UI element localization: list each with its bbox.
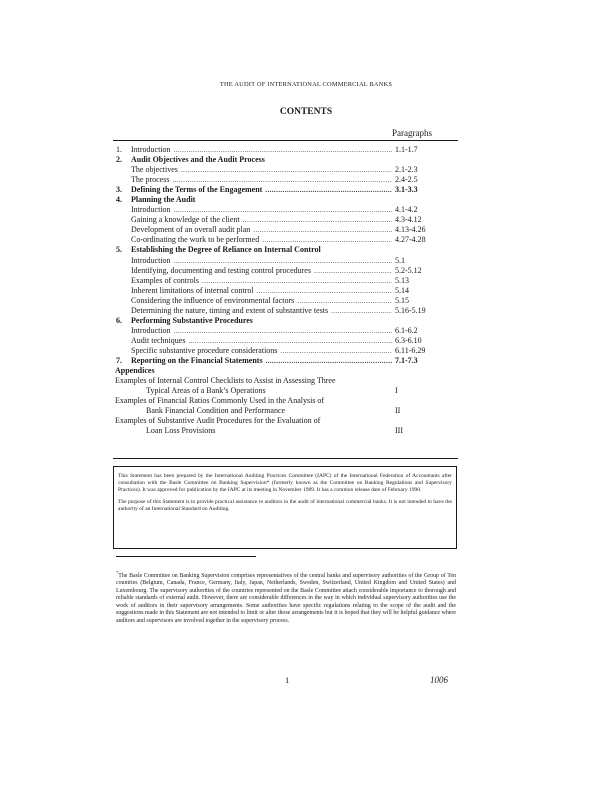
toc-entry-paragraphs: 5.16-5.19 xyxy=(395,305,426,315)
toc-entry-paragraphs: 3.1-3.3 xyxy=(395,185,418,195)
footnote-text: The Basle Committee on Banking Supervision comprises representatives of the central banks and supervisory authorities of the Group of Ten countries (Belgium, Canada, France, Germany, Italy, Japan, Netherlands, Sweden, Switzerland, United Kingdom and United States) and Luxembourg. The supervisory authorities of the countries represented on the Basle Committee attach considerable importance to thorough and reliable standards of external audit. However, there are considerable differences in the way in which individual supervisory authorities use the work of auditors in their supervisory arrangements. Some authorities have specific regulations relating to the scope of the audit and the suggestions made in this Statement are not intended to limit or alter those arrangements but it is hoped that they will be helpful guidance where auditors and supervisors are involved together in the supervisory process. xyxy=(116,572,456,624)
toc-entry-number: 4. xyxy=(116,195,122,205)
appendix-title-line-2: Bank Financial Condition and Performance xyxy=(146,406,286,416)
appendix-entry xyxy=(116,406,458,416)
toc-entry xyxy=(116,276,458,286)
toc-entry xyxy=(116,205,458,215)
toc-entry-paragraphs: 6.1-6.2 xyxy=(395,325,418,335)
toc-entry-paragraphs: 5.2-5.12 xyxy=(395,265,422,275)
toc-entry-label: Inherent limitations of internal control xyxy=(131,285,254,295)
toc-entry xyxy=(116,256,458,266)
appendix-title-line-1: Examples of Substantive Audit Procedures for the Evaluation of xyxy=(115,416,321,426)
toc-entry-number: 2. xyxy=(116,155,122,165)
toc-entry xyxy=(116,245,458,255)
toc-entry-label: Reporting on the Financial Statements xyxy=(131,355,263,365)
paragraphs-column-label: Paragraphs xyxy=(392,128,432,138)
toc-entry-label: Introduction xyxy=(131,255,171,265)
toc-entry xyxy=(116,145,458,155)
toc-entry-paragraphs: 2.4-2.5 xyxy=(395,175,418,185)
toc-entry-label: Planning the Audit xyxy=(131,195,196,205)
toc-entry-label: Establishing the Degree of Reliance on Internal Control xyxy=(131,245,321,255)
toc-entry-paragraphs: 5.13 xyxy=(395,275,409,285)
toc-entry xyxy=(116,195,458,205)
toc-dot-leader xyxy=(174,205,392,215)
toc-dot-leader xyxy=(172,175,392,185)
toc-entry-label: The process xyxy=(131,175,170,185)
notice-paragraph-2: The purpose of this Statement is to provide practical assistance to auditors in the audit of international commercial banks. It is not intended to have the authority of an International Standard on Auditing. xyxy=(118,498,452,512)
appendix-entry xyxy=(116,386,458,396)
toc-entry xyxy=(116,336,458,346)
toc-entry xyxy=(116,316,458,326)
footnote-rule xyxy=(116,556,256,557)
toc-entry-paragraphs: 4.3-4.12 xyxy=(395,215,422,225)
footnote-marker: * xyxy=(116,570,119,575)
toc-entry xyxy=(116,306,458,316)
footnote xyxy=(116,569,456,625)
notice-paragraph-1: This Statement has been prepared by the International Auditing Practices Committee (IAPC) of the International Federation of Accountants after consultation with the Basle Committee on Banking Supervision* (formerly known as the Committee on Banking Regulations and Supervisory Practices). It was approved for publication by the IAPC at its meeting in November 1989. It has a common release date of February 1990. xyxy=(118,473,452,494)
toc-entry-paragraphs: 4.27-4.28 xyxy=(395,235,426,245)
toc-entry-paragraphs: 6.11-6.29 xyxy=(395,345,426,355)
toc-entry-paragraphs: 7.1-7.3 xyxy=(395,355,418,365)
appendices-heading: Appendices xyxy=(115,366,155,376)
toc-bottom-rule xyxy=(113,458,458,459)
toc-entry xyxy=(116,286,458,296)
toc-dot-leader xyxy=(262,235,392,245)
toc-entry-paragraphs: 6.3-6.10 xyxy=(395,335,422,345)
appendix-title-line-2: Loan Loss Provisions xyxy=(146,426,216,436)
toc-entry-label: Audit techniques xyxy=(131,335,186,345)
toc-entry-paragraphs: 5.1 xyxy=(395,255,405,265)
toc-dot-leader xyxy=(265,185,392,195)
toc-entry xyxy=(116,225,458,235)
toc-entry-number: 6. xyxy=(116,315,122,325)
toc-entry xyxy=(116,215,458,225)
toc-dot-leader xyxy=(243,215,392,225)
toc-entry-number: 7. xyxy=(116,355,122,365)
toc-entry-label: Development of an overall audit plan xyxy=(131,225,251,235)
toc-dot-leader xyxy=(314,266,392,276)
toc-entry xyxy=(116,266,458,276)
toc-dot-leader xyxy=(174,326,392,336)
page-number: 1 xyxy=(285,675,290,685)
toc-entry-label: Determining the nature, timing and extent of substantive tests xyxy=(131,305,329,315)
toc-entry-label: Defining the Terms of the Engagement xyxy=(131,185,263,195)
toc-dot-leader xyxy=(266,356,392,366)
toc-entry-label: Gaining a knowledge of the client xyxy=(131,215,240,225)
toc-entry xyxy=(116,185,458,195)
appendix-title-line-2: Typical Areas of a Bank’s Operations xyxy=(146,386,266,396)
toc-entry-label: Introduction xyxy=(131,145,171,154)
toc-entry-paragraphs: 5.15 xyxy=(395,295,409,305)
toc-dot-leader xyxy=(174,145,392,155)
appendix-title-line-1: Examples of Financial Ratios Commonly Used in the Analysis of xyxy=(115,396,325,406)
toc-entry xyxy=(116,326,458,336)
toc-entry-paragraphs: 4.13-4.26 xyxy=(395,225,426,235)
toc-entry xyxy=(116,346,458,356)
appendix-number: III xyxy=(395,426,403,436)
running-header: THE AUDIT OF INTERNATIONAL COMMERCIAL BANKS xyxy=(219,81,393,88)
appendix-number: II xyxy=(395,406,401,416)
toc-entry-label: Audit Objectives and the Audit Process xyxy=(131,155,265,165)
toc-entry-label: Specific substantive procedure considerations xyxy=(131,345,278,355)
toc-entry-number: 1. xyxy=(116,145,122,154)
toc-entry xyxy=(116,296,458,306)
toc-entry-paragraphs: 4.1-4.2 xyxy=(395,205,418,215)
toc-entry-label: Co-ordinating the work to be performed xyxy=(131,235,260,245)
toc-dot-leader xyxy=(181,165,392,175)
document-number: 1006 xyxy=(430,675,448,685)
toc-dot-leader xyxy=(253,225,392,235)
toc-dot-leader xyxy=(280,346,392,356)
table-of-contents xyxy=(116,145,458,436)
toc-entry-number: 5. xyxy=(116,245,122,255)
toc-dot-leader xyxy=(188,336,392,346)
appendix-entry xyxy=(116,426,458,436)
toc-entry-label: The objectives xyxy=(131,165,178,175)
toc-entry-label: Considering the influence of environmental factors xyxy=(131,295,295,305)
toc-entry-number: 3. xyxy=(116,185,122,195)
toc-entry xyxy=(116,165,458,175)
notice-box xyxy=(113,466,457,549)
toc-top-rule xyxy=(113,140,458,141)
toc-entry-label: Identifying, documenting and testing control procedures xyxy=(131,265,311,275)
toc-entry-label: Introduction xyxy=(131,205,171,215)
toc-entry-label: Performing Substantive Procedures xyxy=(131,315,253,325)
toc-entry-label: Examples of controls xyxy=(131,275,199,285)
toc-dot-leader xyxy=(174,256,392,266)
toc-dot-leader xyxy=(257,286,392,296)
toc-dot-leader xyxy=(202,276,392,286)
toc-dot-leader xyxy=(331,306,392,316)
toc-entry-label: Introduction xyxy=(131,325,171,335)
toc-dot-leader xyxy=(297,296,392,306)
toc-entry-paragraphs: 1.1-1.7 xyxy=(395,145,418,154)
appendix-number: I xyxy=(395,386,398,396)
appendix-title-line-1: Examples of Internal Control Checklists to Assist in Assessing Three xyxy=(115,376,336,386)
toc-entry xyxy=(116,235,458,245)
toc-entry xyxy=(116,356,458,366)
toc-entry xyxy=(116,175,458,185)
toc-entry-paragraphs: 2.1-2.3 xyxy=(395,165,418,175)
toc-entry-paragraphs: 5.14 xyxy=(395,285,409,295)
toc-entry xyxy=(116,155,458,165)
contents-title: CONTENTS xyxy=(279,107,333,117)
